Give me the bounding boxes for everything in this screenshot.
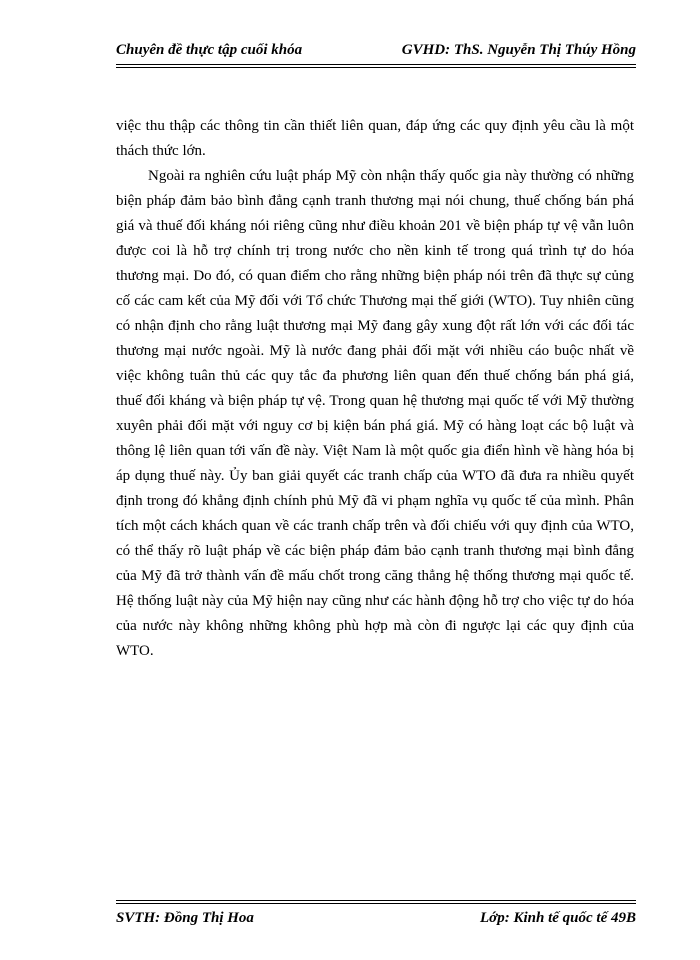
- footer-rule: [116, 900, 636, 901]
- page-header: [116, 40, 636, 70]
- document-body: [116, 114, 634, 664]
- header-rule: [116, 64, 636, 65]
- header-supervisor: GVHD: ThS. Nguyễn Thị Thúy Hồng: [401, 42, 636, 58]
- footer-class: Lớp: Kinh tế quốc tế 49B: [480, 910, 636, 926]
- header-rule-double: [116, 67, 636, 68]
- footer-rule-double: [116, 903, 636, 904]
- paragraph-main: Ngoài ra nghiên cứu luật pháp Mỹ còn nhận thấy quốc gia này thường có những biện pháp đảm bảo bình đẳng cạnh tranh thương mại nói chung, thuế chống bán phá giá và thuế đối kháng nói riêng cũng như điều khoản 201 về biện pháp tự vệ vẫn luôn được coi là hỗ trợ chính trị trong nước cho nền kinh tế trong quá trình tự do hóa thương mại. Do đó, có quan điểm cho rằng những biện pháp nói trên đã thực sự củng cố các cam kết của Mỹ đối với Tổ chức Thương mại thế giới (WTO). Tuy nhiên cũng có nhận định cho rằng luật thương mại Mỹ đang gây xung đột rất lớn với các đối tác thương mại nước ngoài. Mỹ là nước đang phải đối mặt với nhiều cáo buộc nhất về việc không tuân thủ các quy tắc đa phương liên quan đến thuế chống bán phá giá, thuế đối kháng và biện pháp tự vệ. Trong quan hệ thương mại quốc tế với Mỹ thường xuyên phải đối mặt với nguy cơ bị kiện bán phá giá. Mỹ có hàng loạt các bộ luật và thông lệ liên quan tới vấn đề này. Việt Nam là một quốc gia điển hình về hàng hóa bị áp dụng thuế này. Ủy ban giải quyết các tranh chấp của WTO đã đưa ra nhiều quyết định trong đó khẳng định chính phủ Mỹ đã vi phạm nghĩa vụ quốc tế của mình. Phân tích một cách khách quan về các tranh chấp trên và đối chiếu với quy định của WTO, có thể thấy rõ luật pháp về các biện pháp đảm bảo cạnh tranh thương mại bình đẳng của Mỹ đã trở thành vấn đề mấu chốt trong căng thẳng hệ thống thương mại quốc tế. Hệ thống luật này của Mỹ hiện nay cũng như các hành động hỗ trợ cho việc tự do hóa của nước này không những không phù hợp mà còn đi ngược lại các quy định của WTO.: [116, 168, 634, 659]
- header-topic: Chuyên đề thực tập cuối khóa: [116, 42, 303, 58]
- page-footer: [116, 900, 636, 930]
- paragraph-continuation: việc thu thập các thông tin cần thiết liên quan, đáp ứng các quy định yêu cầu là một thách thức lớn.: [116, 118, 634, 159]
- footer-student: SVTH: Đồng Thị Hoa: [116, 910, 254, 926]
